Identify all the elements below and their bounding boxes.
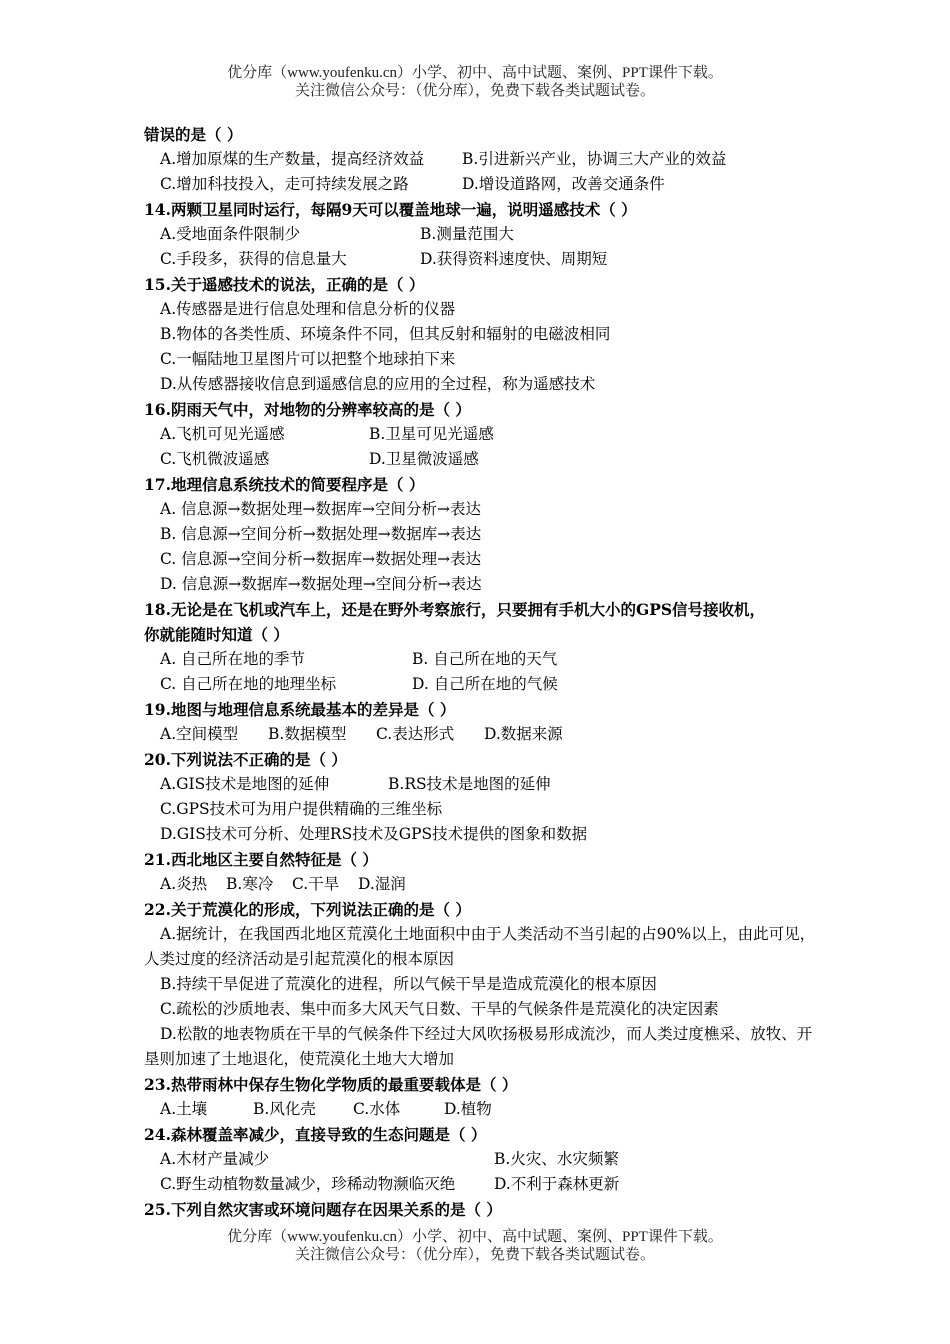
q17-option-d: D. 信息源→数据库→数据处理→空间分析→表达 <box>160 575 482 593</box>
q24-option-c: C.野生动植物数量减少，珍稀动物濒临灭绝 <box>160 1175 456 1193</box>
q25-stem: 25.下列自然灾害或环境问题存在因果关系的是（ ） <box>144 1200 502 1219</box>
page-footer <box>0 1228 950 1264</box>
q14-options-cd <box>144 247 816 272</box>
q21-option-d: D.湿润 <box>358 875 406 893</box>
exam-content <box>144 122 816 1222</box>
q17-option-b: B. 信息源→空间分析→数据处理→数据库→表达 <box>160 525 482 543</box>
page-header <box>0 64 950 100</box>
q15-option-c: C.一幅陆地卫星图片可以把整个地球拍下来 <box>160 350 456 368</box>
q16-options-cd <box>144 447 816 472</box>
q22-option-b: B.持续干旱促进了荒漠化的进程，所以气候干旱是造成荒漠化的根本原因 <box>160 975 657 993</box>
q13-option-d: D.增设道路网，改善交通条件 <box>462 175 665 193</box>
q18-options-ab <box>144 647 816 672</box>
q18-option-d: D. 自己所在地的气候 <box>412 675 558 693</box>
q15-stem: 15.关于遥感技术的说法，正确的是（ ） <box>144 275 425 294</box>
q17-stem: 17.地理信息系统技术的简要程序是（ ） <box>144 475 425 494</box>
q13-options-ab <box>144 147 816 172</box>
q22-option-c: C.疏松的沙质地表、集中而多大风天气日数、干旱的气候条件是荒漠化的决定因素 <box>160 1000 719 1018</box>
q23-option-c: C.水体 <box>353 1100 401 1118</box>
q18-option-c: C. 自己所在地的地理坐标 <box>160 675 337 693</box>
q17-option-a: A. 信息源→数据处理→数据库→空间分析→表达 <box>160 500 481 518</box>
q13-option-b: B.引进新兴产业，协调三大产业的效益 <box>462 150 727 168</box>
q23-option-a: A.土壤 <box>160 1100 208 1118</box>
q20-option-c: C.GPS技术可为用户提供精确的三维坐标 <box>160 800 443 818</box>
q16-stem: 16.阴雨天气中，对地物的分辨率较高的是（ ） <box>144 400 471 419</box>
q21-stem: 21.西北地区主要自然特征是（ ） <box>144 850 378 869</box>
q20-option-a: A.GIS技术是地图的延伸 <box>160 775 330 793</box>
header-line-1: 优分库（www.youfenku.cn）小学、初中、高中试题、案例、PPT课件下载。 <box>227 65 723 81</box>
q18-option-b: B. 自己所在地的天气 <box>412 650 558 668</box>
q19-option-b: B.数据模型 <box>268 725 347 743</box>
q16-option-d: D.卫星微波遥感 <box>369 450 479 468</box>
q15-option-d: D.从传感器接收信息到遥感信息的应用的全过程，称为遥感技术 <box>160 375 596 393</box>
q22-stem: 22.关于荒漠化的形成，下列说法正确的是（ ） <box>144 900 471 919</box>
q13-option-c: C.增加科技投入，走可持续发展之路 <box>160 175 409 193</box>
q17-option-c: C. 信息源→空间分析→数据库→数据处理→表达 <box>160 550 482 568</box>
header-line-2: 关注微信公众号：（优分库），免费下载各类试题试卷。 <box>294 83 655 99</box>
q16-option-b: B.卫星可见光遥感 <box>369 425 494 443</box>
q13-options-cd <box>144 172 816 197</box>
q24-option-d: D.不利于森林更新 <box>494 1175 620 1193</box>
q23-option-b: B.风化壳 <box>253 1100 316 1118</box>
q19-stem: 19.地图与地理信息系统最基本的差异是（ ） <box>144 700 456 719</box>
footer-line-2: 关注微信公众号：（优分库），免费下载各类试题试卷。 <box>294 1247 655 1263</box>
q15-option-b: B.物体的各类性质、环境条件不同，但其反射和辐射的电磁波相同 <box>160 325 611 343</box>
q21-options <box>144 872 816 897</box>
q22-option-a: A.据统计，在我国西北地区荒漠化土地面积中由于人类活动不当引起的占90%以上，由此可见，人类过度的经济活动是引起荒漠化的根本原因 <box>144 925 816 968</box>
q21-option-b: B.寒冷 <box>226 875 274 893</box>
q24-options-cd <box>144 1172 816 1197</box>
q20-option-d: D.GIS技术可分析、处理RS技术及GPS技术提供的图象和数据 <box>160 825 588 843</box>
q18-stem-line-1: 18.无论是在飞机或汽车上，还是在野外考察旅行，只要拥有手机大小的GPS信号接收机， <box>144 600 766 619</box>
q19-option-a: A.空间模型 <box>160 725 239 743</box>
q19-option-d: D.数据来源 <box>484 725 563 743</box>
q24-options-ab <box>144 1147 816 1172</box>
q18-stem-line-2: 你就能随时知道（ ） <box>144 625 289 644</box>
q18-option-a: A. 自己所在地的季节 <box>160 650 306 668</box>
q14-stem: 14.两颗卫星同时运行，每隔9天可以覆盖地球一遍，说明遥感技术（ ） <box>144 200 637 219</box>
q16-option-c: C.飞机微波遥感 <box>160 450 270 468</box>
q21-option-a: A.炎热 <box>160 875 208 893</box>
q23-options <box>144 1097 816 1122</box>
q24-stem: 24.森林覆盖率减少，直接导致的生态问题是（ ） <box>144 1125 487 1144</box>
q14-option-b: B.测量范围大 <box>420 225 514 243</box>
q14-option-a: A.受地面条件限制少 <box>160 225 301 243</box>
q23-stem: 23.热带雨林中保存生物化学物质的最重要载体是（ ） <box>144 1075 518 1094</box>
q24-option-a: A.木材产量减少 <box>160 1150 270 1168</box>
q14-option-c: C.手段多，获得的信息量大 <box>160 250 347 268</box>
q22-option-d: D.松散的地表物质在干旱的气候条件下经过大风吹扬极易形成流沙，而人类过度樵采、放牧、开垦则加速了土地退化，使荒漠化土地大大增加 <box>144 1025 813 1068</box>
q23-option-d: D.植物 <box>444 1100 492 1118</box>
q21-option-c: C.干旱 <box>292 875 340 893</box>
q19-option-c: C.表达形式 <box>376 725 455 743</box>
footer-line-1: 优分库（www.youfenku.cn）小学、初中、高中试题、案例、PPT课件下载。 <box>227 1229 723 1245</box>
q18-options-cd <box>144 672 816 697</box>
q13-stem: 错误的是（ ） <box>144 125 243 144</box>
q14-option-d: D.获得资料速度快、周期短 <box>420 250 608 268</box>
q20-options-ab <box>144 772 816 797</box>
q19-options <box>144 722 816 747</box>
q13-option-a: A.增加原煤的生产数量，提高经济效益 <box>160 150 425 168</box>
q20-stem: 20.下列说法不正确的是（ ） <box>144 750 347 769</box>
q16-option-a: A.飞机可见光遥感 <box>160 425 285 443</box>
q16-options-ab <box>144 422 816 447</box>
q15-option-a: A.传感器是进行信息处理和信息分析的仪器 <box>160 300 456 318</box>
q14-options-ab <box>144 222 816 247</box>
q20-option-b: B.RS技术是地图的延伸 <box>388 775 551 793</box>
q24-option-b: B.火灾、水灾频繁 <box>494 1150 619 1168</box>
